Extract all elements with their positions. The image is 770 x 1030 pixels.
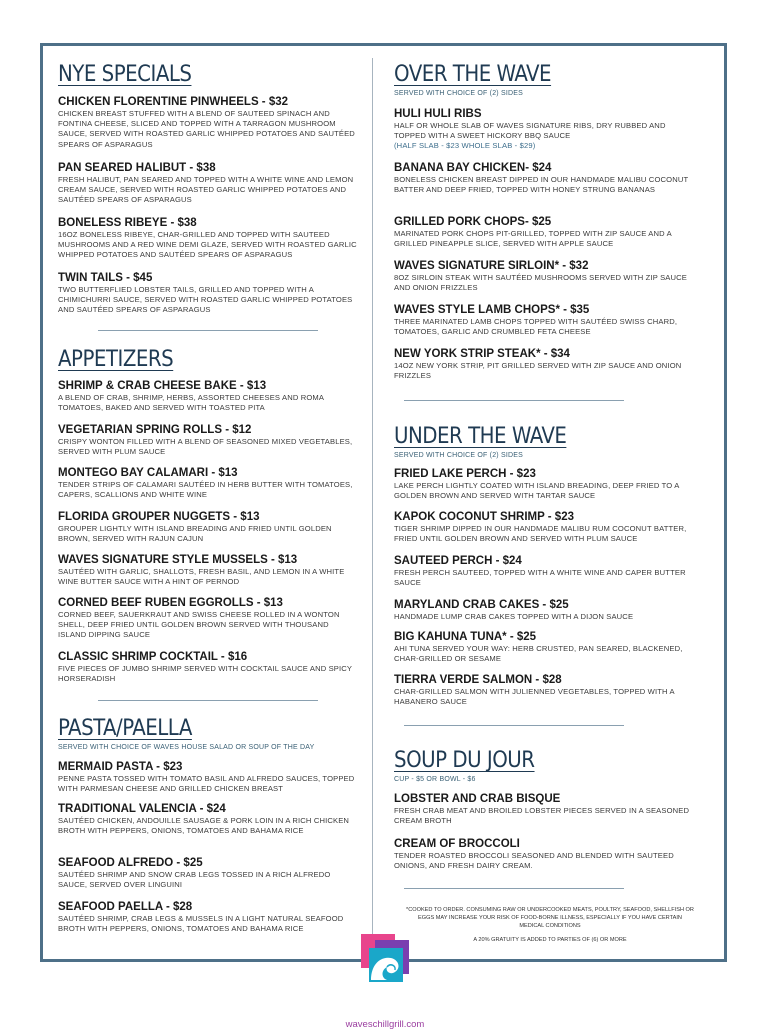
menu-item	[58, 803, 358, 836]
item-desc: 16OZ BONELESS RIBEYE, CHAR-GRILLED AND TOPPED WITH SAUTEED MUSHROOMS AND A RED WINE DEMI GLAZE, SERVED WITH ROASTED GARLIC WHIPPED POTATOES AND SAUTÉED SPEARS OF ASPARAGUS	[58, 230, 357, 260]
item-name: BANANA BAY CHICKEN- $24	[394, 162, 552, 174]
item-name: MARYLAND CRAB CAKES - $25	[394, 599, 569, 611]
item-name: CORNED BEEF RUBEN EGGROLLS - $13	[58, 597, 283, 609]
footer-notes	[405, 906, 695, 944]
item-desc: FIVE PIECES OF JUMBO SHRIMP SERVED WITH COCKTAIL SAUCE AND SPICY HORSERADISH	[58, 664, 352, 684]
item-name: BONELESS RIBEYE - $38	[58, 217, 197, 229]
under-section	[394, 424, 694, 459]
menu-item	[394, 260, 694, 293]
item-name: WAVES SIGNATURE STYLE MUSSELS - $13	[58, 554, 298, 566]
item-name: CHICKEN FLORENTINE PINWHEELS - $32	[58, 96, 289, 108]
section-divider	[404, 725, 624, 726]
item-desc: CRISPY WONTON FILLED WITH A BLEND OF SEASONED MIXED VEGETABLES, SERVED WITH PLUM SAUCE	[58, 437, 353, 457]
item-name: SEAFOOD ALFREDO - $25	[58, 857, 203, 869]
over-title: OVER THE WAVE	[394, 62, 552, 87]
menu-item	[394, 511, 694, 544]
pasta-subtitle: SERVED WITH CHOICE OF WAVES HOUSE SALAD OR SOUP OF THE DAY	[58, 744, 315, 751]
item-desc: A BLEND OF CRAB, SHRIMP, HERBS, ASSORTED CHEESES AND ROMA TOMATOES, BAKED AND SERVED WITH TOASTED PITA	[58, 393, 324, 413]
item-name: SEAFOOD PAELLA - $28	[58, 901, 193, 913]
item-desc: TWO BUTTERFLIED LOBSTER TAILS, GRILLED AND TOPPED WITH A CHIMICHURRI SAUCE, SERVED WITH ROASTED GARLIC WHIPPED POTATOES AND SAUTÉED SPEARS OF ASPARAGUS	[58, 285, 353, 315]
item-name: BIG KAHUNA TUNA* - $25	[394, 631, 537, 643]
section-divider	[404, 888, 624, 889]
menu-item	[394, 348, 694, 381]
item-desc: 8OZ SIRLOIN STEAK WITH SAUTÉED MUSHROOMS SERVED WITH ZIP SAUCE AND ONION FRIZZLES	[394, 273, 687, 293]
menu-item	[394, 108, 694, 152]
item-desc: AHI TUNA SERVED YOUR WAY: HERB CRUSTED, PAN SEARED, BLACKENED, CHAR-GRILLED OR SESAME	[394, 644, 683, 664]
soup-title: SOUP DU JOUR	[394, 748, 535, 773]
gratuity-note: A 20% GRATUITY IS ADDED TO PARTIES OF (6) OR MORE	[473, 937, 627, 943]
pasta-title: PASTA/PAELLA	[58, 716, 192, 741]
item-name: CLASSIC SHRIMP COCKTAIL - $16	[58, 651, 248, 663]
menu-item	[58, 424, 358, 457]
menu-item	[58, 217, 358, 261]
soup-section	[394, 748, 694, 783]
item-desc: TIGER SHRIMP DIPPED IN OUR HANDMADE MALIBU RUM COCONUT BATTER, FRIED UNTIL GOLDEN BROWN AND SERVED WITH PLUM SAUCE	[394, 524, 687, 544]
item-name: MERMAID PASTA - $23	[58, 761, 183, 773]
item-name: FRIED LAKE PERCH - $23	[394, 468, 536, 480]
menu-item	[394, 674, 694, 707]
item-desc: BONELESS CHICKEN BREAST DIPPED IN OUR HANDMADE MALIBU COCONUT BATTER AND DEEP FRIED, TOPPED WITH HONEY STRUNG BANANAS	[394, 175, 689, 195]
under-title: UNDER THE WAVE	[394, 424, 567, 449]
menu-item	[394, 162, 694, 195]
price-note: (HALF SLAB - $23 WHOLE SLAB - $29)	[394, 141, 536, 151]
menu-item	[394, 838, 694, 871]
item-desc: PENNE PASTA TOSSED WITH TOMATO BASIL AND ALFREDO SAUCES, TOPPED WITH PARMESAN CHEESE AND GRILLED CHICKEN BREAST	[58, 774, 355, 794]
menu-item	[394, 304, 694, 337]
item-name: WAVES STYLE LAMB CHOPS* - $35	[394, 304, 590, 316]
section-divider	[98, 330, 318, 331]
menu-item	[58, 467, 358, 500]
raw-food-warning: *COOKED TO ORDER. CONSUMING RAW OR UNDERCOOKED MEATS, POULTRY, SEAFOOD, SHELLFISH OR EGGS MAY INCREASE YOUR RISK OF FOOD-BORNE ILLNESS, ESPECIALLY IF YOU HAVE CERTAIN MEDICAL CONDITIONS	[406, 907, 694, 929]
menu-item	[58, 857, 358, 890]
item-desc: CHICKEN BREAST STUFFED WITH A BLEND OF SAUTEED SPINACH AND FONTINA CHEESE, SLICED AND TOPPED WITH A TARRAGON MUSHROOM SAUCE, SERVED WITH ROASTED GARLIC WHIPPED POTATOES AND SAUTÉED SPEARS OF ASPARAGUS	[58, 109, 355, 149]
item-desc: MARINATED PORK CHOPS PIT-GRILLED, TOPPED WITH ZIP SAUCE AND A GRILLED PINEAPPLE SLICE, SERVED WITH APPLE SAUCE	[394, 229, 672, 249]
item-name: VEGETARIAN SPRING ROLLS - $12	[58, 424, 252, 436]
item-desc: TENDER STRIPS OF CALAMARI SAUTÉED IN HERB BUTTER WITH TOMATOES, CAPERS, SCALLIONS AND WHITE WINE	[58, 480, 353, 500]
website-link[interactable]: waveschillgrill.com	[345, 1019, 425, 1030]
item-desc: HALF OR WHOLE SLAB OF WAVES SIGNATURE RIBS, DRY RUBBED AND TOPPED WITH A SWEET HICKORY BBQ SAUCE	[394, 121, 666, 141]
nye-section	[58, 62, 358, 88]
item-desc: SAUTÉED CHICKEN, ANDOUILLE SAUSAGE & PORK LOIN IN A RICH CHICKEN BROTH WITH PEPPERS, ONIONS, TOMATOES AND BAHAMA RICE	[58, 816, 350, 836]
item-desc: SAUTÉED WITH GARLIC, SHALLOTS, FRESH BASIL, AND LEMON IN A WHITE WINE BUTTER SAUCE WITH A HINT OF PERNOD	[58, 567, 345, 587]
section-divider	[404, 400, 624, 401]
menu-item	[394, 468, 694, 501]
menu-item	[58, 554, 358, 587]
under-subtitle: SERVED WITH CHOICE OF (2) SIDES	[394, 452, 523, 459]
menu-item	[394, 793, 694, 826]
item-name: SHRIMP & CRAB CHEESE BAKE - $13	[58, 380, 267, 392]
over-subtitle: SERVED WITH CHOICE OF (2) SIDES	[394, 90, 523, 97]
menu-item	[394, 216, 694, 249]
item-desc: SAUTÉED SHRIMP AND SNOW CRAB LEGS TOSSED IN A RICH ALFREDO SAUCE, SERVED OVER LINGUINI	[58, 870, 331, 890]
menu-item	[58, 597, 358, 641]
menu-item	[394, 631, 694, 664]
menu-item	[58, 272, 358, 316]
item-desc: HANDMADE LUMP CRAB CAKES TOPPED WITH A DIJON SAUCE	[394, 612, 634, 621]
over-section	[394, 62, 694, 97]
item-desc: THREE MARINATED LAMB CHOPS TOPPED WITH SAUTÉED SWISS CHARD, TOMATOES, GARLIC AND CRUMBLED FETA CHEESE	[394, 317, 678, 337]
item-desc: GROUPER LIGHTLY WITH ISLAND BREADING AND FRIED UNTIL GOLDEN BROWN, SERVED WITH RAJUN CAJUN	[58, 524, 332, 544]
menu-item	[58, 511, 358, 544]
menu-item	[58, 761, 358, 794]
item-desc: CHAR-GRILLED SALMON WITH JULIENNED VEGETABLES, TOPPED WITH A HABANERO SAUCE	[394, 687, 675, 707]
item-name: KAPOK COCONUT SHRIMP - $23	[394, 511, 574, 523]
item-desc: SAUTÉED SHRIMP, CRAB LEGS & MUSSELS IN A LIGHT NATURAL SEAFOOD BROTH WITH PEPPERS, ONIONS, TOMATOES AND BAHAMA RICE	[58, 914, 344, 934]
item-name: MONTEGO BAY CALAMARI - $13	[58, 467, 238, 479]
item-name: LOBSTER AND CRAB BISQUE	[394, 793, 561, 805]
item-name: CREAM OF BROCCOLI	[394, 838, 520, 850]
menu-item	[394, 555, 694, 588]
menu-item	[58, 380, 358, 413]
item-desc: 14OZ NEW YORK STRIP, PIT GRILLED SERVED WITH ZIP SAUCE AND ONION FRIZZLES	[394, 361, 682, 381]
item-desc: LAKE PERCH LIGHTLY COATED WITH ISLAND BREADING, DEEP FRIED TO A GOLDEN BROWN AND SERVED WITH TARTAR SAUCE	[394, 481, 679, 501]
soup-subtitle: CUP - $5 OR BOWL - $6	[394, 776, 476, 783]
item-name: SAUTEED PERCH - $24	[394, 555, 522, 567]
item-name: HULI HULI RIBS	[394, 108, 482, 120]
item-name: GRILLED PORK CHOPS- $25	[394, 216, 552, 228]
wave-logo-icon	[357, 930, 413, 986]
item-desc: CORNED BEEF, SAUERKRAUT AND SWISS CHEESE ROLLED IN A WONTON SHELL, DEEP FRIED UNTIL GOLDEN BROWN SERVED WITH THOUSAND ISLAND DIPPING SAUCE	[58, 610, 340, 640]
column-divider	[372, 58, 373, 948]
item-name: PAN SEARED HALIBUT - $38	[58, 162, 216, 174]
appetizers-title: APPETIZERS	[58, 347, 174, 372]
nye-title: NYE SPECIALS	[58, 62, 192, 87]
item-desc: FRESH HALIBUT, PAN SEARED AND TOPPED WITH A WHITE WINE AND LEMON CREAM SAUCE, SERVED WITH ROASTED GARLIC WHIPPED POTATOES AND SAUTÉED SPEARS OF ASPARAGUS	[58, 175, 354, 205]
item-name: TWIN TAILS - $45	[58, 272, 153, 284]
item-name: TIERRA VERDE SALMON - $28	[394, 674, 562, 686]
menu-item	[58, 651, 358, 684]
pasta-section	[58, 716, 358, 751]
item-name: WAVES SIGNATURE SIRLOIN* - $32	[394, 260, 589, 272]
item-name: TRADITIONAL VALENCIA - $24	[58, 803, 226, 815]
menu-item	[58, 901, 358, 934]
menu-item	[58, 162, 358, 206]
item-desc: FRESH CRAB MEAT AND BROILED LOBSTER PIECES SERVED IN A SEASONED CREAM BROTH	[394, 806, 690, 826]
item-desc: TENDER ROASTED BROCCOLI SEASONED AND BLENDED WITH SAUTEED ONIONS, AND FRESH DAIRY CREAM.	[394, 851, 674, 871]
item-name: NEW YORK STRIP STEAK* - $34	[394, 348, 570, 360]
section-divider	[98, 700, 318, 701]
menu-item	[394, 599, 694, 622]
menu-item	[58, 96, 358, 150]
appetizers-section	[58, 347, 358, 373]
item-desc: FRESH PERCH SAUTEED, TOPPED WITH A WHITE WINE AND CAPER BUTTER SAUCE	[394, 568, 686, 588]
item-name: FLORIDA GROUPER NUGGETS - $13	[58, 511, 260, 523]
